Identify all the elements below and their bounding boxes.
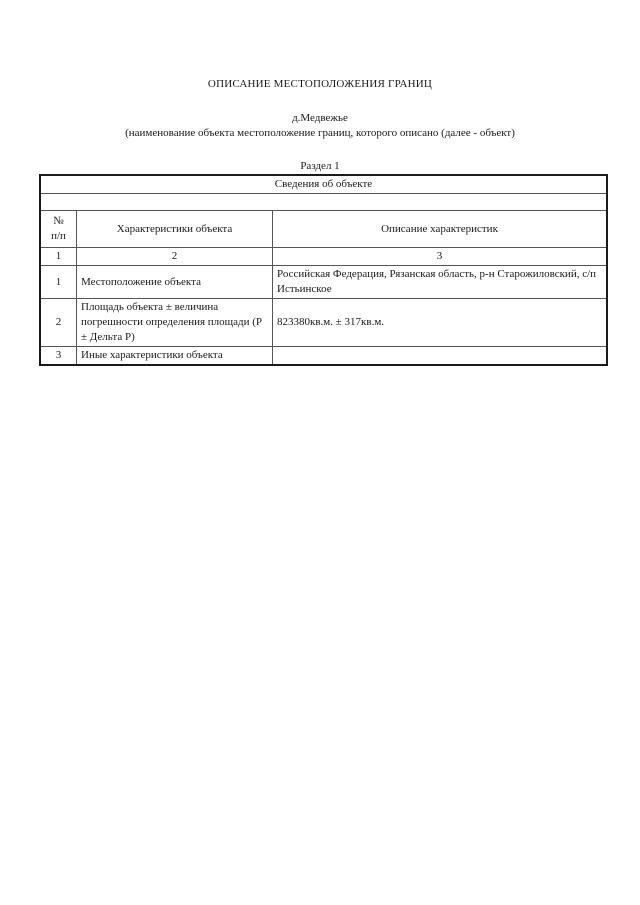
- index-cell-1: 1: [40, 248, 77, 266]
- header-description: Описание характеристик: [273, 211, 608, 248]
- row-description: [273, 347, 608, 366]
- row-description: Российская Федерация, Рязанская область, р-н Старожиловский, с/п Истьинское: [273, 266, 608, 299]
- row-characteristic: Площадь объекта ± величина погрешности определения площади (Р ± Дельта Р): [77, 299, 273, 347]
- row-num: 3: [40, 347, 77, 366]
- row-characteristic: Иные характеристики объекта: [77, 347, 273, 366]
- row-characteristic: Местоположение объекта: [77, 266, 273, 299]
- table-caption: Сведения об объекте: [40, 175, 607, 194]
- table-row: [40, 299, 607, 347]
- header-num: № п/п: [40, 211, 77, 248]
- object-caption: (наименование объекта местоположение границ, которого описано (далее - объект): [125, 127, 515, 139]
- document-title: ОПИСАНИЕ МЕСТОПОЛОЖЕНИЯ ГРАНИЦ: [207, 78, 433, 90]
- header-characteristic: Характеристики объекта: [77, 211, 273, 248]
- row-num: 2: [40, 299, 77, 347]
- table-header-row: [40, 211, 607, 248]
- table-row: [40, 266, 607, 299]
- table-spacer-cell: [40, 194, 607, 211]
- row-num: 1: [40, 266, 77, 299]
- table-caption-row: [40, 175, 607, 194]
- table-index-row: [40, 248, 607, 266]
- table-row: [40, 347, 607, 366]
- object-info-table: [39, 174, 608, 366]
- section-label: Раздел 1: [300, 160, 340, 172]
- index-cell-2: 2: [77, 248, 273, 266]
- index-cell-3: 3: [273, 248, 608, 266]
- table-spacer-row: [40, 194, 607, 211]
- object-name: д.Медвежье: [292, 112, 348, 124]
- row-description: 823380кв.м. ± 317кв.м.: [273, 299, 608, 347]
